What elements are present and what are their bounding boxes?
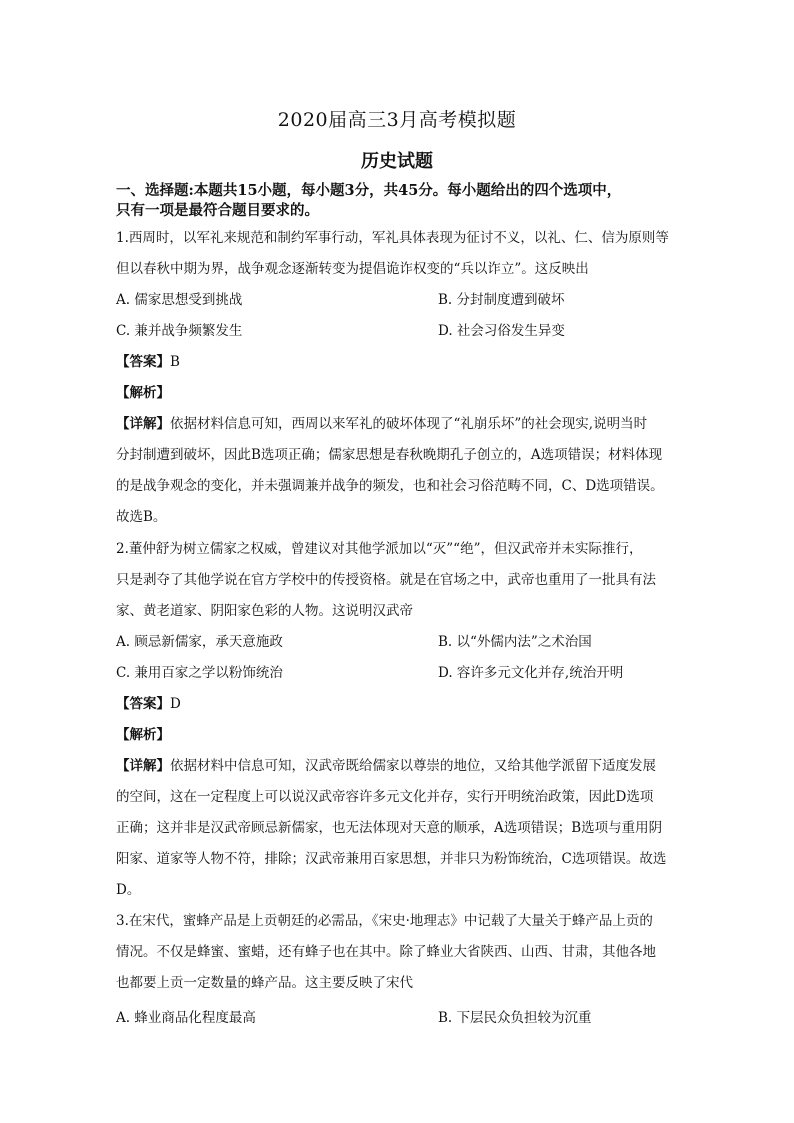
q2-detail-line-2: 的空间，这在一定程度上可以说汉武帝容许多元文化并存，实行开明统治政策，因此D选项	[116, 789, 654, 805]
q2-option-d: D. 容许多元文化并存,统治开明	[438, 665, 624, 681]
section-instructions-line-2: 只有一项是最符合题目要求的。	[116, 202, 319, 219]
q1-detail-line-2: 分封制遭到破坏，因此B选项正确；儒家思想是春秋晚期孔子创立的，A选项错误；材料体现	[116, 447, 663, 463]
q2-detail-line-3: 正确；这并非是汉武帝顾忌新儒家，也无法体现对天意的顺承，A选项错误；B选项与重用阴	[116, 820, 663, 836]
q3-stem-line-2: 情况。不仅是蜂蜜、蜜蜡，还有蜂子也在其中。除了蜂业大省陕西、山西、甘肃，其他各地	[116, 944, 656, 960]
detail-label: 【详解】	[116, 416, 170, 432]
answer-label: 【答案】	[116, 696, 170, 712]
q3-option-a: A. 蜂业商品化程度最高	[116, 1010, 256, 1026]
section-instructions-line-1: 一、选择题:本题共15小题，每小题3分，共45分。每小题给出的四个选项中，	[116, 182, 622, 199]
q1-detail-line-3: 的是战争观念的变化，并未强调兼并战争的频发，也和社会习俗范畴不同，C、D选项错误。	[116, 478, 664, 494]
q1-detail-line-1	[116, 414, 686, 434]
q2-option-c: C. 兼用百家之学以粉饰统治	[116, 665, 283, 681]
detail-text: 依据材料中信息可知，汉武帝既给儒家以尊崇的地位，又给其他学派留下适度发展	[170, 758, 656, 774]
q2-detail-line-1	[116, 756, 686, 776]
q1-analysis-label: 【解析】	[116, 385, 170, 401]
q3-option-b: B. 下层民众负担较为沉重	[438, 1010, 592, 1026]
q2-option-b: B. 以“外儒内法”之术治国	[438, 634, 592, 650]
detail-text: 依据材料信息可知，西周以来军礼的破坏体现了“礼崩乐坏”的社会现实,说明当时	[170, 416, 648, 432]
answer-value: D	[170, 696, 181, 712]
q1-option-b: B. 分封制度遭到破坏	[438, 292, 565, 308]
q2-answer	[116, 694, 686, 714]
q1-option-a: A. 儒家思想受到挑战	[116, 292, 243, 308]
q1-stem-line-1: 1.西周时，以军礼来规范和制约军事行动，军礼具体表现为征讨不义，以礼、仁、信为原则等	[116, 230, 669, 246]
q2-detail-line-5: D。	[116, 882, 141, 898]
q3-stem-line-1: 3.在宋代，蜜蜂产品是上贡朝廷的必需品，《宋史·地理志》中记载了大量关于蜂产品上贡的	[116, 913, 653, 929]
q1-option-d: D. 社会习俗发生异变	[438, 323, 565, 339]
subject-title: 历史试题	[361, 151, 433, 172]
q3-stem-line-3: 也都要上贡一定数量的蜂产品。这主要反映了宋代	[116, 975, 413, 991]
q2-stem-line-1: 2.董仲舒为树立儒家之权威，曾建议对其他学派加以“灭”“绝”，但汉武帝并未实际推行，	[116, 541, 643, 557]
detail-label: 【详解】	[116, 758, 170, 774]
q2-stem-line-3: 家、黄老道家、阴阳家色彩的人物。这说明汉武帝	[116, 603, 413, 619]
q2-option-a: A. 顾忌新儒家，承天意施政	[116, 634, 283, 650]
q2-detail-line-4: 阳家、道家等人物不符，排除；汉武帝兼用百家思想，并非只为粉饰统治，C选项错误。故选	[116, 851, 667, 867]
q1-stem-line-2: 但以春秋中期为界，战争观念逐渐转变为提倡诡诈权变的“兵以诈立”。这反映出	[116, 261, 589, 277]
q2-stem-line-2: 只是剥夺了其他学说在官方学校中的传授资格。就是在官场之中，武帝也重用了一批具有法	[116, 572, 656, 588]
q1-detail-line-4: 故选B。	[116, 509, 167, 525]
q1-answer	[116, 352, 686, 372]
answer-label: 【答案】	[116, 354, 170, 370]
q1-option-c: C. 兼并战争频繁发生	[116, 323, 243, 339]
answer-value: B	[170, 354, 180, 370]
exam-title: 2020届高三3月高考模拟题	[277, 109, 517, 131]
q2-analysis-label: 【解析】	[116, 727, 170, 743]
